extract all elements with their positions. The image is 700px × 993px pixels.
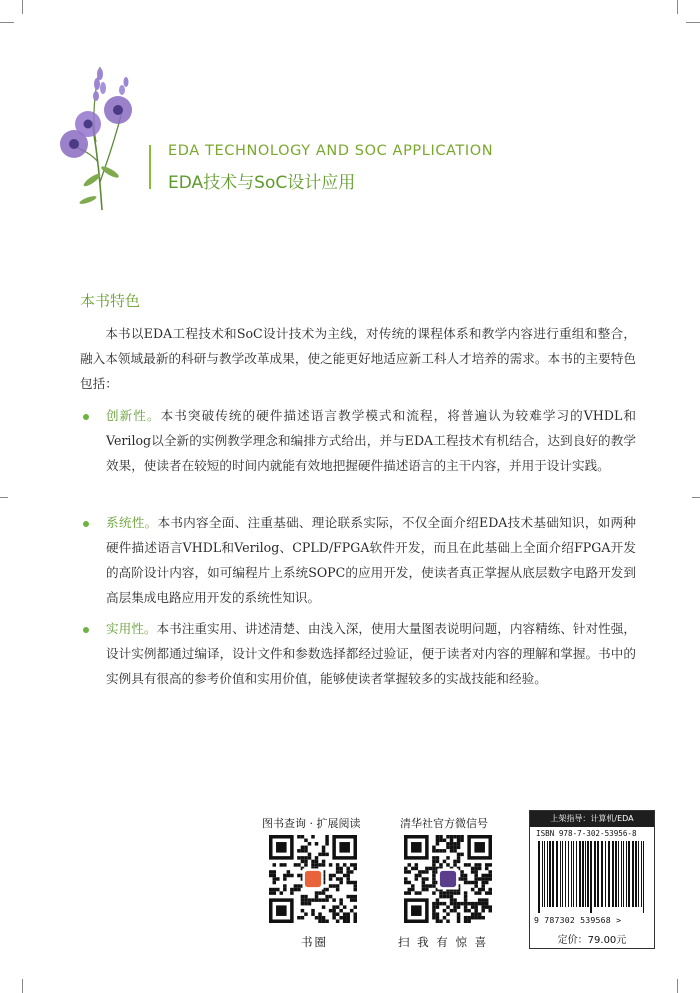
bullet-icon bbox=[83, 521, 89, 527]
lavender-flower-illustration bbox=[52, 62, 152, 212]
barcode-icon bbox=[536, 841, 648, 913]
title-chinese: EDA技术与SoC设计应用 bbox=[168, 173, 356, 193]
crop-mark bbox=[0, 22, 14, 23]
isbn-number: ISBN 978-7-302-53956-8 bbox=[536, 829, 637, 838]
section-heading: 本书特色 bbox=[80, 292, 141, 310]
crop-mark bbox=[686, 22, 700, 23]
bullet-icon bbox=[83, 627, 89, 633]
feature-keyword: 系统性。 bbox=[106, 515, 158, 530]
feature-text: 本书突破传统的硬件描述语言教学模式和流程，将普遍认为较难学习的VHDL和Verilog以全新的实例教学理念和编排方式给出，并与EDA工程技术有机结合，达到良好的教学效果，使读者在较短的时间内就能有效地把握硬件描述语言的主干内容，并用于设计实践。 bbox=[106, 408, 636, 473]
feature-item bbox=[106, 510, 636, 610]
crop-mark bbox=[22, 0, 23, 14]
qr-label-wechat: 清华社官方微信号 bbox=[400, 817, 488, 830]
bullet-icon bbox=[83, 414, 89, 420]
feature-text: 本书注重实用、讲述清楚、由浅入深，使用大量图表说明问题，内容精练、针对性强，设计实例都通过编译，设计文件和参数选择都经过验证，便于读者对内容的理解和掌握。书中的实例具有很高的参考价值和实用价值，能够使读者掌握较多的实战技能和经验。 bbox=[106, 621, 637, 686]
crop-mark bbox=[692, 497, 700, 498]
qr-label-book-query: 图书查询 · 扩展阅读 bbox=[262, 817, 361, 830]
qr-code-wechat[interactable] bbox=[404, 835, 492, 923]
qr-caption-scan: 扫 我 有 惊 喜 bbox=[398, 935, 489, 949]
feature-keyword: 创新性。 bbox=[106, 408, 161, 423]
crop-mark bbox=[677, 0, 678, 14]
feature-keyword: 实用性。 bbox=[106, 621, 157, 636]
isbn-barcode-box bbox=[529, 810, 655, 949]
feature-text: 本书内容全面、注重基础、理论联系实际，不仅全面介绍EDA技术基础知识，如两种硬件描述语言VHDL和Verilog、CPLD/FPGA软件开发，而且在此基础上全面介绍FPGA开发的高阶设计内容，如可编程片上系统SOPC的应用开发，使读者真正掌握从底层数字电路开发到高层集成电路应用开发的系统性知识。 bbox=[106, 515, 637, 605]
feature-item bbox=[106, 403, 636, 478]
price: 定价：79.00元 bbox=[557, 935, 627, 946]
title-accent-bar bbox=[149, 145, 151, 189]
qr-code-book-query[interactable] bbox=[269, 835, 357, 923]
title-english: EDA TECHNOLOGY AND SOC APPLICATION bbox=[168, 143, 494, 159]
shelving-category: 上架指导：计算机/EDA bbox=[530, 811, 654, 827]
crop-mark bbox=[0, 497, 8, 498]
barcode-digits: 9 787302 539568 > bbox=[534, 915, 622, 925]
intro-paragraph: 本书以EDA工程技术和SoC设计技术为主线，对传统的课程体系和教学内容进行重组和整合，融入本领域最新的科研与教学改革成果，使之能更好地适应新工科人才培养的需求。本书的主要特色包括： bbox=[80, 326, 636, 391]
feature-item bbox=[106, 616, 636, 691]
crop-mark bbox=[22, 979, 23, 993]
crop-mark bbox=[677, 979, 678, 993]
qr-caption-shuquan: 书圈 bbox=[301, 935, 328, 949]
